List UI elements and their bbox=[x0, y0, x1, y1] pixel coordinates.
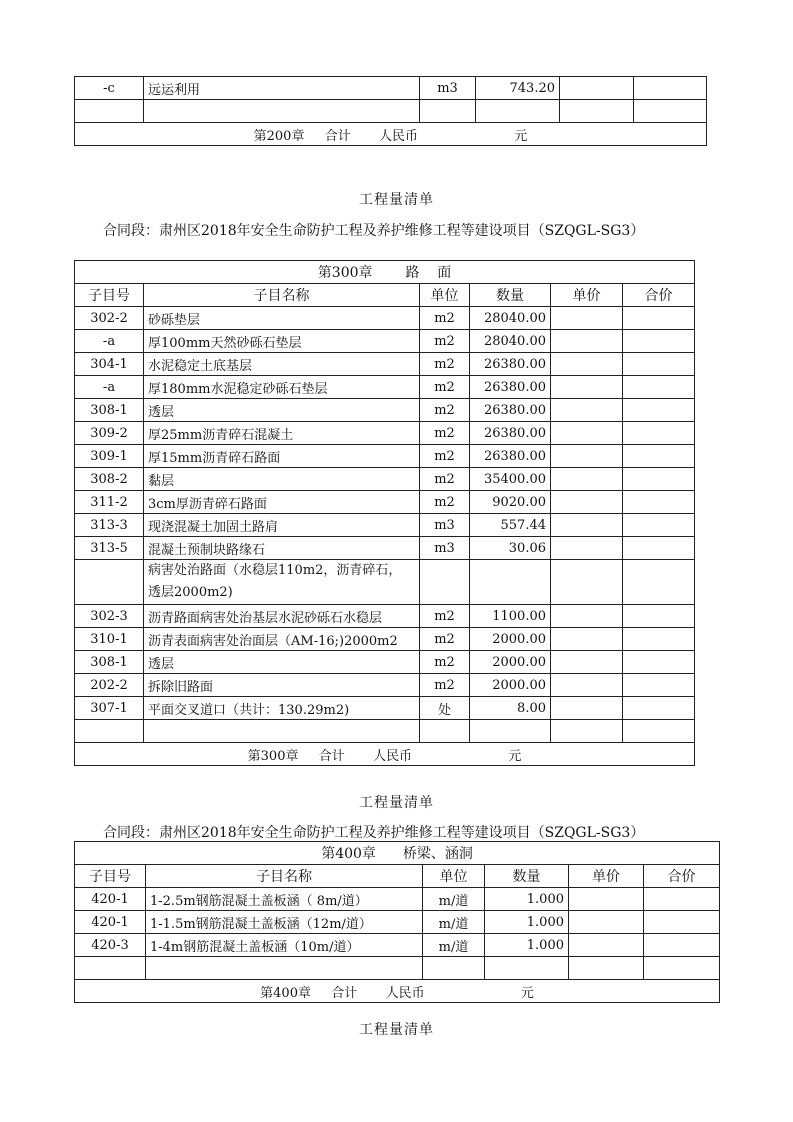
col-code: 子目号 bbox=[75, 865, 146, 888]
item-total bbox=[623, 376, 695, 399]
table-row bbox=[75, 605, 695, 628]
table-row bbox=[75, 537, 695, 560]
item-name: 3cm厚沥青碎石路面 bbox=[144, 491, 420, 514]
item-code: 202-2 bbox=[75, 674, 144, 697]
item-qty: 1.000 bbox=[485, 911, 569, 934]
column-header-row bbox=[75, 284, 695, 307]
summary-row bbox=[75, 743, 695, 766]
table-row bbox=[75, 353, 695, 376]
summary-yuan: 元 bbox=[520, 985, 534, 1001]
item-total bbox=[623, 651, 695, 674]
col-name: 子目名称 bbox=[144, 284, 420, 307]
item-code: 308-1 bbox=[75, 399, 144, 422]
item-code: 307-1 bbox=[75, 697, 144, 720]
item-price bbox=[551, 605, 623, 628]
table-row bbox=[75, 674, 695, 697]
item-price bbox=[551, 468, 623, 491]
item-total bbox=[623, 422, 695, 445]
table-row bbox=[75, 911, 720, 934]
col-total: 合价 bbox=[644, 865, 720, 888]
item-name: 厚15mm沥青碎石路面 bbox=[144, 445, 420, 468]
item-total bbox=[644, 911, 720, 934]
item-name: 1-1.5m钢筋混凝土盖板涵（12m/道） bbox=[146, 911, 423, 934]
item-price bbox=[551, 307, 623, 330]
item-qty: 557.44 bbox=[470, 514, 551, 537]
item-total bbox=[623, 330, 695, 353]
item-total bbox=[644, 934, 720, 957]
table-row bbox=[75, 720, 695, 743]
summary-yuan: 元 bbox=[514, 128, 528, 144]
item-code: 420-1 bbox=[75, 888, 146, 911]
item-qty: 1.000 bbox=[485, 888, 569, 911]
item-price bbox=[551, 330, 623, 353]
table-row bbox=[75, 514, 695, 537]
note-line-2: 透层2000m2) bbox=[148, 585, 233, 600]
item-unit: m3 bbox=[420, 537, 470, 560]
item-unit: m2 bbox=[420, 468, 470, 491]
item-qty: 30.06 bbox=[470, 537, 551, 560]
chapter-header-row bbox=[75, 261, 695, 284]
item-unit: m2 bbox=[420, 330, 470, 353]
summary-row bbox=[75, 980, 720, 1003]
item-unit: m/道 bbox=[423, 934, 485, 957]
item-unit: m/道 bbox=[423, 888, 485, 911]
item-name: 远运利用 bbox=[144, 77, 420, 100]
item-total bbox=[623, 445, 695, 468]
col-name: 子目名称 bbox=[146, 865, 423, 888]
item-unit: m2 bbox=[420, 628, 470, 651]
doc-title-footer: 工程量清单 bbox=[359, 1022, 434, 1038]
item-unit: m2 bbox=[420, 605, 470, 628]
item-qty: 28040.00 bbox=[470, 307, 551, 330]
item-qty: 26380.00 bbox=[470, 422, 551, 445]
item-price bbox=[551, 353, 623, 376]
item-code: 304-1 bbox=[75, 353, 144, 376]
item-qty: 2000.00 bbox=[470, 674, 551, 697]
item-qty: 2000.00 bbox=[470, 651, 551, 674]
item-price bbox=[569, 911, 644, 934]
item-unit: m2 bbox=[420, 353, 470, 376]
item-price bbox=[551, 491, 623, 514]
item-price bbox=[551, 376, 623, 399]
col-total: 合价 bbox=[623, 284, 695, 307]
table-row bbox=[75, 697, 695, 720]
item-qty: 26380.00 bbox=[470, 376, 551, 399]
table-row bbox=[75, 399, 695, 422]
summary-currency: 人民币 bbox=[379, 128, 419, 144]
doc-title: 工程量清单 bbox=[359, 795, 434, 811]
item-name: 沥青路面病害处治基层水泥砂砾石水稳层 bbox=[144, 605, 420, 628]
item-qty: 28040.00 bbox=[470, 330, 551, 353]
table-row bbox=[75, 307, 695, 330]
item-name: 透层 bbox=[144, 651, 420, 674]
table-row bbox=[75, 491, 695, 514]
item-code: 313-3 bbox=[75, 514, 144, 537]
note-line-1: 病害处治路面（水稳层110m2，沥青碎石， bbox=[148, 563, 402, 578]
item-total bbox=[623, 491, 695, 514]
table-row bbox=[75, 934, 720, 957]
item-unit: m2 bbox=[420, 399, 470, 422]
item-name: 沥青表面病害处治面层（AM-16;)2000m2 bbox=[144, 628, 420, 651]
item-qty: 8.00 bbox=[470, 697, 551, 720]
item-name: 厚180mm水泥稳定砂砾石垫层 bbox=[144, 376, 420, 399]
item-qty: 1100.00 bbox=[470, 605, 551, 628]
item-unit: m2 bbox=[420, 445, 470, 468]
item-total bbox=[623, 307, 695, 330]
item-qty: 26380.00 bbox=[470, 445, 551, 468]
item-code: 310-1 bbox=[75, 628, 144, 651]
chapter-name: 桥梁、涵洞 bbox=[402, 846, 473, 862]
item-name: 现浇混凝土加固土路肩 bbox=[144, 514, 420, 537]
table-chapter-300 bbox=[74, 260, 695, 766]
item-name: 混凝土预制块路缘石 bbox=[144, 537, 420, 560]
summary-currency: 人民币 bbox=[373, 748, 413, 764]
chapter-label: 第400章 bbox=[321, 846, 376, 862]
item-qty: 2000.00 bbox=[470, 628, 551, 651]
chapter-label: 第300章 bbox=[317, 265, 373, 281]
item-name: 厚25mm沥青碎石混凝土 bbox=[144, 422, 420, 445]
item-total bbox=[623, 353, 695, 376]
contract-line: 合同段：肃州区2018年安全生命防护工程及养护维修工程等建设项目（SZQGL-SG3） bbox=[103, 825, 645, 841]
item-code: 420-3 bbox=[75, 934, 146, 957]
item-total bbox=[623, 537, 695, 560]
summary-yuan: 元 bbox=[508, 748, 522, 764]
item-unit: m2 bbox=[420, 674, 470, 697]
item-code: 308-2 bbox=[75, 468, 144, 491]
item-total bbox=[623, 697, 695, 720]
item-price bbox=[551, 697, 623, 720]
item-qty: 1.000 bbox=[485, 934, 569, 957]
item-code: 302-3 bbox=[75, 605, 144, 628]
col-unit: 单位 bbox=[420, 284, 470, 307]
table-row-note bbox=[75, 560, 695, 605]
item-price bbox=[551, 445, 623, 468]
item-code: -a bbox=[75, 376, 144, 399]
table-row bbox=[75, 422, 695, 445]
item-name: 黏层 bbox=[144, 468, 420, 491]
item-name: 1-2.5m钢筋混凝土盖板涵（ 8m/道） bbox=[146, 888, 423, 911]
item-price bbox=[569, 888, 644, 911]
summary-total: 合计 bbox=[324, 128, 351, 144]
summary-currency: 人民币 bbox=[385, 985, 425, 1001]
item-unit: m2 bbox=[420, 376, 470, 399]
item-price bbox=[551, 537, 623, 560]
table-row bbox=[75, 376, 695, 399]
item-code: -a bbox=[75, 330, 144, 353]
table-row bbox=[75, 330, 695, 353]
item-name: 平面交叉道口（共计：130.29m2) bbox=[144, 697, 420, 720]
summary-row bbox=[75, 123, 707, 146]
item-qty: 26380.00 bbox=[470, 399, 551, 422]
item-name: 厚100mm天然砂砾石垫层 bbox=[144, 330, 420, 353]
item-unit: m2 bbox=[420, 491, 470, 514]
item-code: 308-1 bbox=[75, 651, 144, 674]
col-price: 单价 bbox=[569, 865, 644, 888]
chapter-header-row bbox=[75, 842, 720, 865]
summary-chapter: 第200章 bbox=[253, 128, 305, 144]
item-name: 拆除旧路面 bbox=[144, 674, 420, 697]
item-price bbox=[569, 934, 644, 957]
col-price: 单价 bbox=[551, 284, 623, 307]
item-unit: m2 bbox=[420, 307, 470, 330]
item-name: 1-4m钢筋混凝土盖板涵（10m/道） bbox=[146, 934, 423, 957]
item-price bbox=[551, 514, 623, 537]
item-unit: m3 bbox=[420, 77, 476, 100]
item-price bbox=[551, 628, 623, 651]
item-total bbox=[623, 628, 695, 651]
summary-total: 合计 bbox=[331, 985, 358, 1001]
item-total bbox=[623, 605, 695, 628]
item-code: 311-2 bbox=[75, 491, 144, 514]
table-row bbox=[75, 445, 695, 468]
item-code: 309-2 bbox=[75, 422, 144, 445]
table-row bbox=[75, 628, 695, 651]
item-code: 420-1 bbox=[75, 911, 146, 934]
item-price bbox=[551, 674, 623, 697]
item-price bbox=[551, 399, 623, 422]
item-code: 313-5 bbox=[75, 537, 144, 560]
item-code: -c bbox=[75, 77, 144, 100]
table-row bbox=[75, 77, 707, 100]
item-name: 砂砾垫层 bbox=[144, 307, 420, 330]
col-unit: 单位 bbox=[423, 865, 485, 888]
item-qty: 26380.00 bbox=[470, 353, 551, 376]
table-row bbox=[75, 100, 707, 123]
item-qty: 35400.00 bbox=[470, 468, 551, 491]
doc-title: 工程量清单 bbox=[359, 192, 434, 208]
item-total bbox=[623, 514, 695, 537]
item-qty: 743.20 bbox=[476, 77, 560, 100]
table-row bbox=[75, 957, 720, 980]
column-header-row bbox=[75, 865, 720, 888]
item-qty: 9020.00 bbox=[470, 491, 551, 514]
item-name: 透层 bbox=[144, 399, 420, 422]
summary-chapter: 第300章 bbox=[247, 748, 299, 764]
item-unit: m2 bbox=[420, 422, 470, 445]
item-total bbox=[623, 674, 695, 697]
col-qty: 数量 bbox=[470, 284, 551, 307]
item-unit: m2 bbox=[420, 651, 470, 674]
item-code: 302-2 bbox=[75, 307, 144, 330]
item-total bbox=[644, 888, 720, 911]
table-row bbox=[75, 651, 695, 674]
item-unit: m3 bbox=[420, 514, 470, 537]
item-unit: 处 bbox=[420, 697, 470, 720]
summary-chapter: 第400章 bbox=[260, 985, 311, 1001]
summary-total: 合计 bbox=[318, 748, 345, 764]
item-unit: m/道 bbox=[423, 911, 485, 934]
item-total bbox=[623, 468, 695, 491]
col-code: 子目号 bbox=[75, 284, 144, 307]
contract-line: 合同段：肃州区2018年安全生命防护工程及养护维修工程等建设项目（SZQGL-SG3） bbox=[103, 223, 645, 239]
col-qty: 数量 bbox=[485, 865, 569, 888]
item-total bbox=[623, 399, 695, 422]
table-row bbox=[75, 888, 720, 911]
item-code: 309-1 bbox=[75, 445, 144, 468]
item-name: 水泥稳定土底基层 bbox=[144, 353, 420, 376]
item-price bbox=[551, 651, 623, 674]
table-row bbox=[75, 468, 695, 491]
table-chapter-400 bbox=[74, 841, 720, 1003]
chapter-name: 路 面 bbox=[405, 265, 452, 281]
item-price bbox=[551, 422, 623, 445]
table-chapter-200 bbox=[74, 76, 707, 146]
